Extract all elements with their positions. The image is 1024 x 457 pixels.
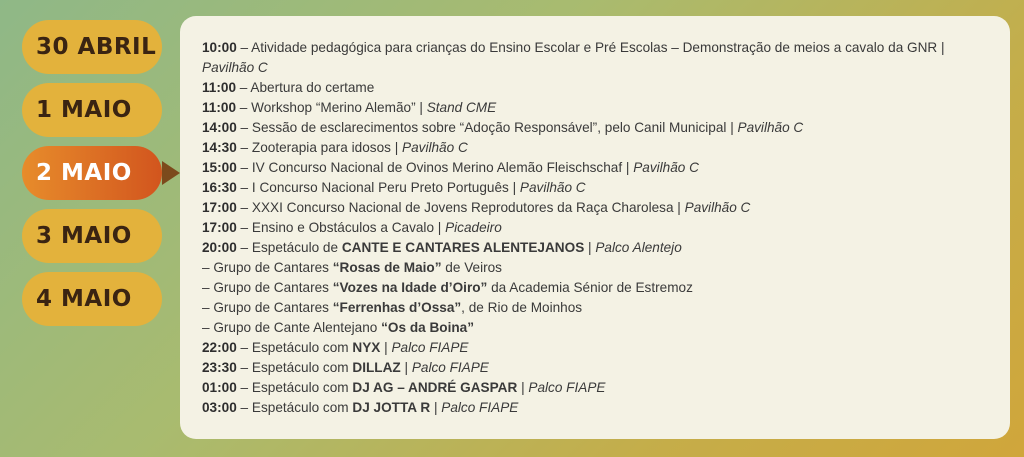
schedule-time: 10:00 [202, 40, 237, 55]
schedule-separator: da Academia Sénior de Estremoz [487, 280, 693, 295]
schedule-separator: | [400, 360, 412, 375]
tab-label: 30 ABRIL [36, 34, 157, 60]
schedule-separator: de Veiros [441, 260, 502, 275]
schedule-item [202, 278, 990, 298]
tab-label: 2 MAIO [36, 160, 132, 186]
schedule-text: – I Concurso Nacional Peru Preto Português | [236, 180, 520, 195]
schedule-time: 11:00 [202, 80, 237, 95]
schedule-text: – Espetáculo de [236, 240, 342, 255]
schedule-item [202, 118, 990, 138]
schedule-highlight: “Vozes na Idade d’Oiro” [332, 280, 488, 295]
schedule-highlight: “Rosas de Maio” [332, 260, 442, 275]
schedule-item [202, 358, 990, 378]
schedule-text: – Grupo de Cante Alentejano [202, 320, 382, 335]
tab-2-maio[interactable] [22, 146, 162, 200]
schedule-text: – Zooterapia para idosos | [236, 140, 403, 155]
schedule-location: Pavilhão C [402, 140, 468, 155]
schedule-text: – Grupo de Cantares [202, 300, 333, 315]
schedule-text: – XXXI Concurso Nacional de Jovens Reprodutores da Raça Charolesa | [236, 200, 685, 215]
schedule-location: Pavilhão C [633, 160, 699, 175]
schedule-time: 23:30 [202, 360, 237, 375]
schedule-text: – Abertura do certame [236, 80, 375, 95]
schedule-highlight: DJ AG – ANDRÉ GASPAR [352, 380, 518, 395]
schedule-text: – Atividade pedagógica para crianças do Ensino Escolar e Pré Escolas – Demonstração de meios a cavalo da GNR | [236, 40, 945, 55]
schedule-text: – Workshop “Merino Alemão” | [236, 100, 427, 115]
schedule-text: – Grupo de Cantares [202, 280, 333, 295]
schedule-item [202, 158, 990, 178]
schedule-location: Stand CME [426, 100, 497, 115]
schedule-location: Pavilhão C [684, 200, 751, 215]
schedule-item [202, 378, 990, 398]
schedule-time: 17:00 [202, 200, 237, 215]
schedule-text: – Ensino e Obstáculos a Cavalo | [236, 220, 446, 235]
schedule-item [202, 218, 990, 238]
schedule-separator: | [517, 380, 529, 395]
schedule-highlight: CANTE E CANTARES ALENTEJANOS [341, 240, 585, 255]
schedule-text: – Espetáculo com [236, 380, 353, 395]
schedule-separator: | [380, 340, 392, 355]
schedule-separator: , de Rio de Moinhos [461, 300, 583, 315]
schedule-item [202, 398, 990, 418]
schedule-location: Palco FIAPE [411, 360, 489, 375]
schedule-item [202, 198, 990, 218]
tab-label: 1 MAIO [36, 97, 132, 123]
schedule-highlight: “Os da Boina” [381, 320, 475, 335]
schedule-text: – Espetáculo com [236, 340, 353, 355]
schedule-time: 01:00 [202, 380, 237, 395]
schedule-item [202, 78, 990, 98]
schedule-location: Palco FIAPE [391, 340, 469, 355]
schedule-location: Palco Alentejo [595, 240, 682, 255]
schedule-item [202, 238, 990, 258]
schedule-text: – Sessão de esclarecimentos sobre “Adoção Responsável”, pelo Canil Municipal | [236, 120, 738, 135]
schedule-text: – Grupo de Cantares [202, 260, 333, 275]
schedule-highlight: “Ferrenhas d’Ossa” [332, 300, 462, 315]
day-tabs [0, 0, 190, 457]
tab-label: 3 MAIO [36, 223, 132, 249]
schedule-time: 17:00 [202, 220, 237, 235]
tab-1-maio[interactable] [22, 83, 162, 137]
schedule-time: 16:30 [202, 180, 237, 195]
schedule-highlight: DJ JOTTA R [352, 400, 431, 415]
active-tab-pointer-icon [162, 161, 180, 185]
schedule-item [202, 98, 990, 118]
schedule-text: – Espetáculo com [236, 400, 353, 415]
schedule-separator: | [584, 240, 596, 255]
schedule-time: 14:00 [202, 120, 237, 135]
tab-4-maio[interactable] [22, 272, 162, 326]
schedule-text: – IV Concurso Nacional de Ovinos Merino Alemão Fleischschaf | [236, 160, 634, 175]
schedule-item [202, 338, 990, 358]
schedule-item [202, 138, 990, 158]
schedule-location: Palco FIAPE [528, 380, 606, 395]
schedule-item [202, 38, 990, 78]
schedule-time: 22:00 [202, 340, 237, 355]
schedule-time: 15:00 [202, 160, 237, 175]
schedule-location: Pavilhão C [519, 180, 586, 195]
schedule-highlight: NYX [352, 340, 381, 355]
schedule-separator: | [430, 400, 442, 415]
schedule-item [202, 318, 990, 338]
schedule-text: – Espetáculo com [236, 360, 353, 375]
schedule-location: Pavilhão C [202, 60, 268, 75]
schedule-location: Picadeiro [445, 220, 502, 235]
schedule-time: 11:00 [202, 100, 237, 115]
schedule-item [202, 258, 990, 278]
tab-label: 4 MAIO [36, 286, 132, 312]
schedule-time: 03:00 [202, 400, 237, 415]
schedule-panel [180, 16, 1010, 439]
tab-3-maio[interactable] [22, 209, 162, 263]
schedule-location: Pavilhão C [737, 120, 804, 135]
schedule-time: 14:30 [202, 140, 237, 155]
schedule-list [202, 38, 990, 418]
schedule-time: 20:00 [202, 240, 237, 255]
tab-30-abril[interactable] [22, 20, 162, 74]
schedule-highlight: DILLAZ [352, 360, 401, 375]
schedule-location: Palco FIAPE [441, 400, 519, 415]
schedule-item [202, 298, 990, 318]
schedule-item [202, 178, 990, 198]
